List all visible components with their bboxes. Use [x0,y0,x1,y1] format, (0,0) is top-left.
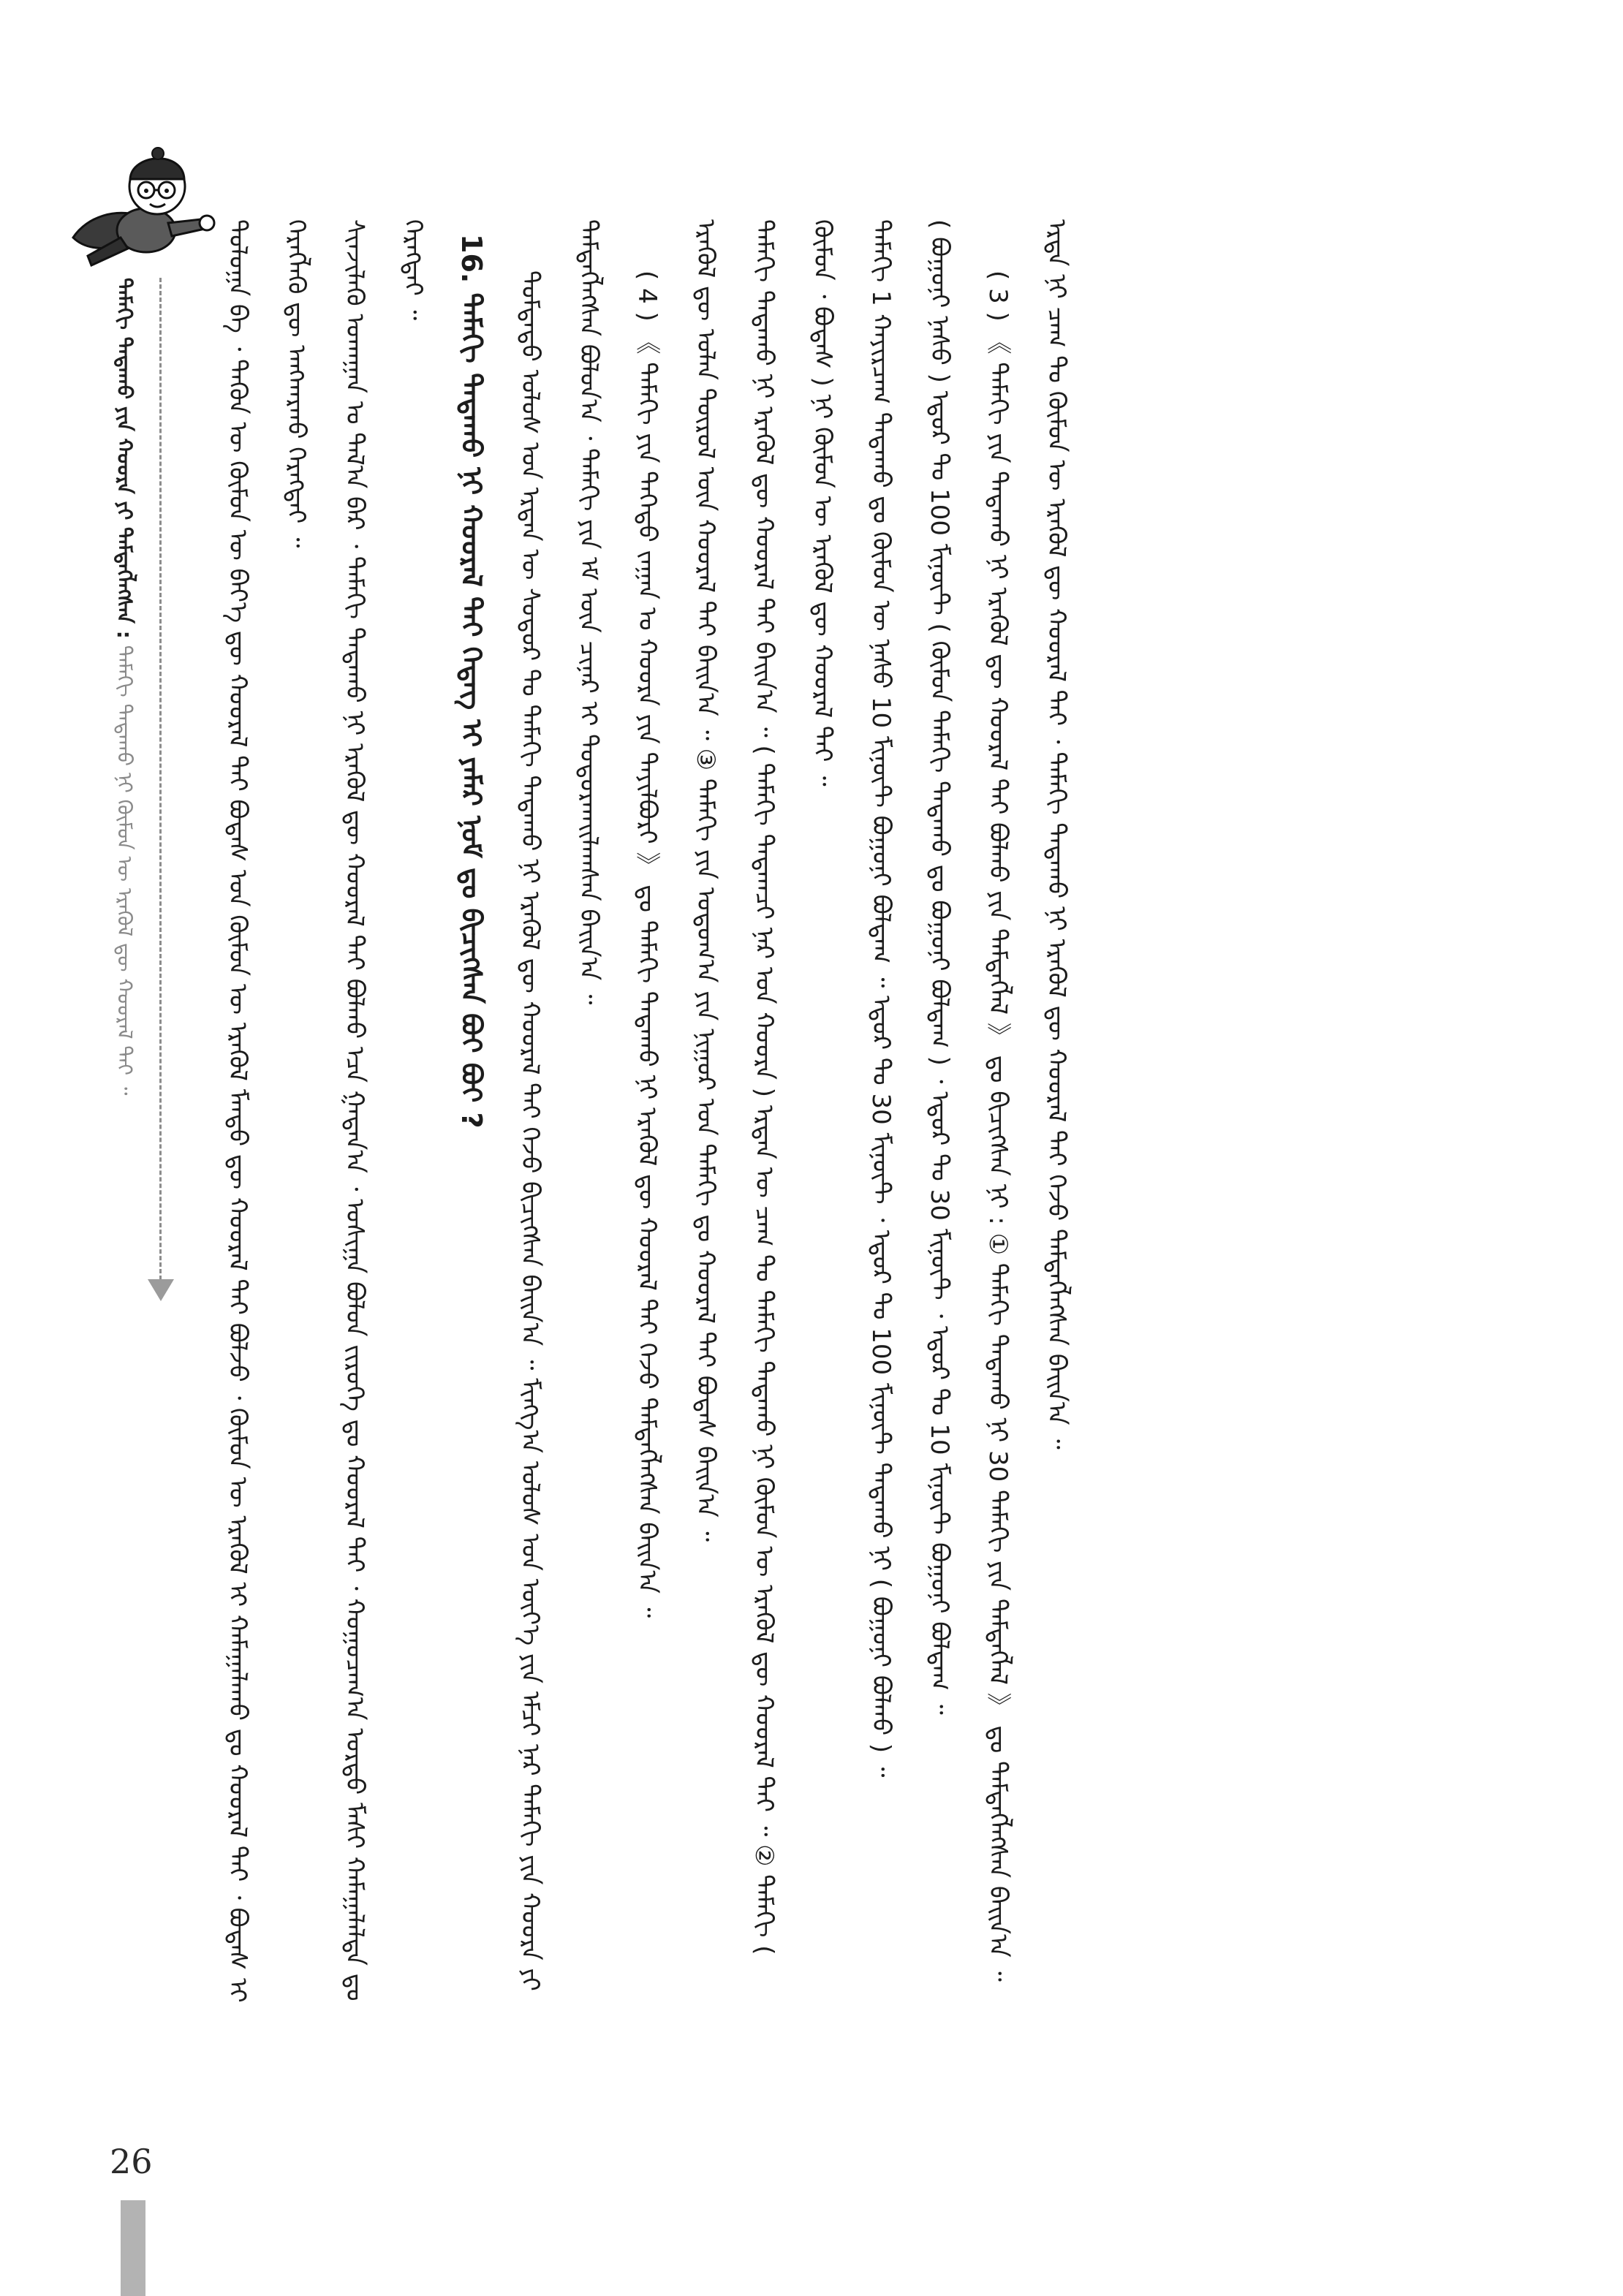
paragraph: ᠡᠷᠲᠡ ᠨᠢ ᠴᠠᠭ ᠲᠤ ᠬᠦᠮᠦᠨ ᠦ ᠡᠷᠡᠭᠦᠯ ᠳᠦ ᠬᠣᠤᠷᠠᠯ ᠲᠠᠢ ᠂ ᠲᠠᠮᠠᠬᠢ ᠲᠠᠲᠠᠬᠤ ᠨᠢ ᠡᠷᠡᠭᠦᠯ ᠳᠦ ᠬᠣᠤᠷᠠᠯ ᠲᠠᠢ ᠭᠡᠵᠦ ᠲᠡᠮᠳᠡᠭᠯᠡᠭᠰᠡᠨ ᠪᠠᠢᠨ᠎ᠠ ᠃ [1042,219,1071,1450]
paragraph: ᠲᠠᠮᠠᠬᠢ ᠲᠠᠲᠠᠬᠤ ᠨᠢ ᠡᠷᠡᠭᠦᠯ ᠳᠦ ᠬᠣᠤᠷᠠᠯ ᠲᠠᠢ ᠪᠠᠢᠨ᠎ᠠ ᠃ ( ᠲᠠᠮᠠᠬᠢ ᠲᠠᠲᠠᠭᠴᠢ ᠨᠠᠷ ᠤᠨ ᠬᠣᠤᠷᠠ ) ᠡᠷᠲᠡᠨ ᠦ ᠴᠠᠭ ᠲᠤ ᠲᠠᠮᠠᠬᠢ ᠲᠠᠲᠠᠬᠤ ᠨᠢ ᠬᠦᠮᠦᠨ ᠦ ᠡᠷᠡᠭᠦᠯ ᠳᠦ ᠬᠣᠤᠷᠠᠯ ᠲᠠᠢ ᠃ ② ᠲᠠᠮᠠᠬᠢ ( ᠬᠦᠮᠦᠨ ᠂ ᠪᠣᠳᠠᠰ ) ᠨᠢ ᠬᠦᠮᠦᠨ ᠦ ᠡᠷᠡᠭᠦᠯ ᠳᠦ ᠬᠣᠤᠷᠠᠯ ᠲᠠᠢ ᠃ [749,219,837,1955]
paragraph: ᠡᠷᠡᠭᠦᠯ ᠳᠦ ᠣᠯᠠᠨ ᠲᠦᠷᠦᠯ ᠦᠨ ᠬᠣᠤᠷᠠᠯ ᠲᠠᠢ ᠪᠠᠢᠨ᠎ᠠ ᠃ ③ ᠲᠠᠮᠠᠬᠢ ᠶᠢᠨ ᠣᠳᠤᠭ᠎ᠠ ᠶᠢᠨ ᠨᠢᠭᠤᠷ ᠤᠨ ᠲᠠᠮᠠᠬᠢ ᠳᠤ ᠬᠣᠤᠷᠠᠯ ᠲᠠᠢ ᠪᠣᠳᠠᠰ ᠪᠠᠢᠨ᠎ᠠ ᠃ [691,219,720,1542]
body-text [208,219,1451,2003]
paragraph: ( ᠪᠣᠭᠤᠨᠢ ᠨᠠᠰᠤ ) ᠡᠳᠦᠷ ᠲᠤ 100 ᠮᠢᠨᠦ᠋ᠲ ( ᠬᠦᠮᠦᠨ ᠲᠠᠮᠠᠬᠢ ᠲᠠᠲᠠᠬᠤ ᠳᠤ ᠪᠣᠭᠤᠨᠢ ᠪᠣᠯᠳᠠᠭ ) ᠂ ᠡᠳᠦᠷ ᠲᠤ 30 ᠮᠢᠨᠦ᠋ᠲ ᠂ ᠡᠳᠦᠷ ᠲᠤ 10 ᠮᠢᠨᠦ᠋ᠲ ᠪᠣᠭᠤᠨᠢ ᠪᠣᠯᠳᠠᠭ ᠃ [925,219,954,1715]
flying-cartoon-character-icon [58,128,227,281]
question-heading: 16. ᠲᠠᠮᠠᠬᠢ ᠲᠠᠲᠠᠬᠤ ᠨᠢ ᠬᠣᠤᠷᠠᠯ ᠲᠠᠢ ᠭᠡᠳᠡᠭ ᠢ ᠶᠠᠮᠠᠷ ᠨᠣᠮ ᠳᠤ ᠪᠢᠴᠢᠭᠰᠡᠨ ᠪᠤᠢ ᠪᠤᠢ ? [455,234,488,1129]
paragraph: ( 3 ) 《 ᠲᠠᠮᠠᠬᠢ ᠶᠢᠨ ᠲᠠᠲᠠᠬᠤ ᠨᠢ ᠡᠷᠡᠭᠦᠯ ᠳᠦ ᠬᠣᠤᠷᠠᠯ ᠲᠠᠢ ᠪᠣᠯᠬᠤ ᠶᠢᠨ ᠲᠡᠮᠳᠡᠭᠯᠡᠯ 》 ᠳᠤ ᠪᠢᠴᠢᠭᠰᠡᠨ ᠨᠢ : ① ᠲᠠᠮᠠᠬᠢ ᠲᠠᠲᠠᠬᠤ ᠨᠢ 30 ᠲᠠᠮᠠᠬᠢ ᠶᠢᠨ ᠲᠡᠮᠳᠡᠭᠯᠡᠯ 》 ᠳᠤ ᠲᠡᠮᠳᠡᠭᠯᠡᠭᠰᠡᠨ ᠪᠠᠢᠨ᠎ᠠ ᠃ [983,270,1013,1982]
paragraph: ᠳᠤᠯᠤᠭᠠ ᠪᠠ ᠂ ᠲᠡᠭᠦᠨ ᠦ ᠬᠦᠮᠦᠨ ᠦ ᠪᠡᠶ᠎ᠡ ᠳᠦ ᠬᠣᠤᠷᠠᠯ ᠲᠠᠢ ᠪᠣᠳᠠᠰ ᠤᠨ ᠬᠦᠮᠦᠨ ᠦ ᠡᠷᠡᠭᠦᠯ ᠮᠡᠨᠳᠦ ᠳᠦ ᠬᠣᠤᠷᠠᠯ ᠲᠠᠢ ᠪᠣᠯᠵᠤ ᠂ ᠬᠦᠮᠦᠨ ᠦ ᠡᠷᠡᠭᠦᠯ ᠢ ᠬᠠᠮᠠᠭᠠᠯᠠᠬᠤ ᠳᠤ ᠬᠣᠤᠷᠠᠯ ᠲᠠᠢ ᠂ ᠪᠣᠳᠠᠰ ᠢ ᠬᠡᠷᠡᠭᠯᠡᠬᠦ ᠳᠦ ᠠᠩᠬᠠᠷᠬᠤ ᠬᠡᠷᠡᠭᠲᠡᠢ ᠃ [223,219,311,2003]
paragraph: ᠰᠢᠨᠵᠢᠯᠡᠬᠦ ᠤᠬᠠᠭᠠᠨ ᠤ ᠲᠠᠯ᠎ᠠ ᠪᠠᠷ ᠂ ᠲᠠᠮᠠᠬᠢ ᠲᠠᠲᠠᠬᠤ ᠨᠢ ᠡᠷᠡᠭᠦᠯ ᠳᠦ ᠬᠣᠤᠷᠠᠯ ᠲᠠᠢ ᠪᠣᠯᠬᠤ ᠡᠴᠡ ᠭᠠᠳᠠᠨ᠎ᠠ ᠂ ᠤᠰᠢᠭᠠ ᠪᠣᠯᠤᠨ ᠵᠢᠷᠦᠬᠡ ᠳᠤ ᠬᠣᠤᠷᠠᠯ ᠲᠠᠢ ᠂ ᠬᠤᠭᠤᠴᠠᠭ᠎ᠠ ᠤᠷᠲᠤ ᠮᠠᠰᠢ ᠬᠠᠮᠠᠭᠠᠯᠠᠯᠲᠠ ᠳᠤ ᠬᠡᠷᠡᠭᠲᠡᠢ ᠃ [340,219,428,2001]
side-note-label: ᠲᠠᠮᠠᠬᠢ ᠲᠠᠲᠠᠬᠤ ᠶᠢᠨ ᠬᠣᠤᠷᠠ ᠶᠢ ᠲᠡᠮᠳᠡᠭᠯᠡᠭᠰᠡᠨ : [113,278,137,639]
down-arrow-icon [148,1279,174,1301]
page-edge-bar [121,2200,145,2296]
dashed-divider [159,278,162,1287]
paragraph: ᠲᠠᠮᠠᠬᠢ 1 ᠬᠠᠶᠢᠷᠴᠠᠭ ᠲᠠᠲᠠᠬᠤ ᠳᠤ ᠬᠦᠮᠦᠨ ᠦ ᠨᠠᠰᠤ 10 ᠮᠢᠨᠦ᠋ᠲ ᠪᠣᠭᠤᠨᠢ ᠪᠣᠯᠳᠠᠭ ᠃ ᠡᠳᠦᠷ ᠲᠤ 30 ᠮᠢᠨᠦ᠋ᠲ ᠂ ᠡᠳᠦᠷ ᠲᠤ 100 ᠮᠢᠨᠦ᠋ᠲ ᠲᠠᠲᠠᠬᠤ ᠨᠢ ( ᠪᠣᠭᠤᠨᠢ ᠪᠣᠯᠬᠤ ) ᠃ [866,219,896,1778]
paragraph: ᠳᠤᠮᠳᠠᠳᠤ ᠤᠯᠤᠰ ᠤᠨ ᠡᠷᠲᠡᠨ ᠦ ᠰᠤᠳᠤᠷ ᠲᠤ ᠲᠠᠮᠠᠬᠢ ᠲᠠᠲᠠᠬᠤ ᠨᠢ ᠡᠷᠡᠭᠦᠯ ᠳᠦ ᠬᠣᠤᠷᠠᠯ ᠲᠠᠢ ᠭᠡᠵᠦ ᠪᠢᠴᠢᠭᠰᠡᠨ ᠪᠠᠢᠨ᠎ᠠ ᠃ ᠮᠢᠩᠭ᠎ᠠ ᠤᠯᠤᠰ ᠤᠨ ᠦᠶ᠎ᠡ ᠶᠢᠨ ᠡᠮᠴᠢ ᠨᠠᠷ ᠲᠠᠮᠠᠬᠢ ᠶᠢᠨ ᠬᠣᠤᠷᠠ ᠶᠢ ᠲᠡᠮᠳᠡᠭᠯᠡᠭᠰᠡᠨ ᠪᠣᠯᠤᠨ᠎ᠠ ᠂ ᠲᠠᠮᠠᠬᠢ ᠶᠢᠨ ᠡᠮ ᠦᠨ ᠴᠢᠨᠠᠷ ᠢ ᠲᠣᠳᠣᠷᠬᠠᠢᠯᠠᠭᠰᠠᠨ ᠪᠠᠢᠨ᠎ᠠ ᠃ [515,219,603,1991]
side-note-text: ᠲᠠᠮᠠᠬᠢ ᠲᠠᠲᠠᠬᠤ ᠨᠢ ᠬᠦᠮᠦᠨ ᠦ ᠡᠷᠡᠭᠦᠯ ᠳᠦ ᠬᠣᠤᠷᠠᠯ ᠲᠠᠢ ᠃ [113,645,137,1096]
page-number: 26 [110,2142,153,2181]
side-note [110,278,139,1301]
paragraph: ( 4 ) 《 ᠲᠠᠮᠠᠬᠢ ᠶᠢᠨ ᠳᠡᠭᠡᠳᠦ ᠵᠠᠭᠠᠨ ᠤ ᠬᠣᠤᠷᠠ ᠶᠢᠨ ᠲᠠᠶᠢᠯᠪᠤᠷᠢ 》 ᠳᠤ ᠲᠠᠮᠠᠬᠢ ᠲᠠᠲᠠᠬᠤ ᠨᠢ ᠡᠷᠡᠭᠦᠯ ᠳᠦ ᠬᠣᠤᠷᠠᠯ ᠲᠠᠢ ᠭᠡᠵᠦ ᠲᠡᠮᠳᠡᠭᠯᠡᠭᠰᠡᠨ ᠪᠠᠢᠨ᠎ᠠ ᠃ [632,270,662,1618]
